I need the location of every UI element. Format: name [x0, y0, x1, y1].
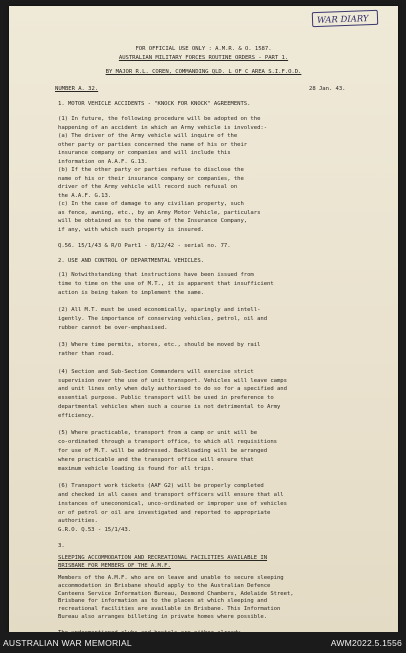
text-line: essential purpose. Public transport will be used in preference to	[58, 395, 274, 402]
text-line: and unit lines only when duly authorised to do so for a specified and	[58, 386, 287, 393]
text-line: where practicable and the transport office will ensure that	[58, 456, 254, 463]
text-line: accommodation in Brisbane should apply to the Australian Defence	[58, 582, 271, 589]
text-line: action is being taken to implement the same.	[58, 289, 204, 296]
text-line: Bureau also arranges billeting in private homes where possible.	[58, 614, 268, 620]
text-line: co-ordinated through a transport office, to which all requisitions	[58, 439, 277, 446]
text-line: recreational facilities are available in Brisbane. This Information	[58, 606, 281, 613]
text-line: if any, with which such property is insured.	[58, 226, 204, 233]
text-line: Brisbane for information as to the places at which sleeping and	[58, 598, 268, 605]
text-line: supervision over the use of unit transport. Vehicles will leave camps	[58, 377, 287, 384]
text-line: (b) If the other party or parties refuse to disclose the	[58, 167, 244, 173]
text-line: other party or parties concerned the name of his or their	[58, 141, 248, 148]
text-line: driver of the Army vehicle will record such refusal on	[58, 184, 238, 190]
text-line: SLEEPING ACCOMMODATION AND RECREATIONAL FACILITIES AVAILABLE IN	[58, 555, 268, 561]
text-line: authorities.	[58, 518, 98, 525]
text-line: departmental vehicles when such a course is not detrimental to Army	[58, 404, 281, 410]
item-3-number: 3.	[58, 543, 65, 549]
document-page	[9, 6, 398, 632]
text-line: or of petrol or oil are investigated and reported to appropriate	[58, 509, 271, 516]
item-2-heading: 2. USE AND CONTROL OF DEPARTMENTAL VEHICLES.	[58, 258, 204, 264]
text-line: Canteens Service Information Bureau, Desmond Chambers, Adelaide Street,	[58, 590, 294, 597]
text-line: BRISBANE FOR MEMBERS OF THE A.M.F.	[58, 563, 171, 569]
text-line: (4) Section and Sub-Section Commanders will exercise strict	[58, 368, 254, 375]
classification-line: FOR OFFICIAL USE ONLY : A.M.R. & O. 1587.	[135, 46, 272, 52]
text-line: (6) Transport work tickets (AAF G2) will be properly completed	[58, 483, 264, 490]
text-line: Members of the A.M.F. who are on leave and unable to secure sleeping	[58, 575, 284, 581]
text-line: for use of M.T. will be addressed. Backloading will be arranged	[58, 448, 268, 454]
order-date: 28 Jan. 43.	[309, 86, 346, 92]
text-line: rather than road.	[58, 351, 115, 358]
text-line: as fence, awning, etc., by an Army Motor Vehicle, particulars	[58, 209, 261, 216]
footer-bar	[0, 632, 406, 653]
text-line: insurance company or companies and will include this	[58, 150, 231, 156]
text-line: instances of uneconomical, unco-ordinated or improper use of vehicles	[58, 500, 287, 507]
text-line: (a) The driver of the Army vehicle will inquire of the	[58, 133, 238, 139]
war-diary-annotation: WAR DIARY	[316, 14, 369, 26]
item-1-heading: 1. MOTOR VEHICLE ACCIDENTS - "KNOCK FOR KNOCK" AGREEMENTS.	[58, 101, 251, 107]
text-line: (3) Where time permits, stores, etc., should be moved by rail	[58, 342, 261, 349]
text-line: rubber cannot be over-emphasised.	[58, 324, 168, 331]
text-line: igently. The importance of conserving vehicles, petrol, oil and	[58, 316, 268, 322]
text-line: information on A.A.F. G.13.	[58, 158, 148, 165]
text-line: (1) In future, the following procedure will be adopted on the	[58, 116, 261, 122]
issuer-line: BY MAJOR R.L. COREN, COMMANDING QLD. L OF C AREA S.I.F.O.D.	[105, 69, 302, 75]
text-line: and checked in all cases and transport officers will ensure that all	[58, 492, 284, 498]
text-line: (5) Where practicable, transport from a camp or unit will be	[58, 430, 258, 437]
text-line: will be obtained as to the name of the Insurance Company,	[58, 218, 248, 224]
item-2-reference: G.R.O. Q.53 - 15/1/43.	[58, 527, 131, 533]
text-line: maximum vehicle loading is found for all trips.	[58, 465, 214, 472]
text-line: (2) All M.T. must be used economically, sparingly and intell-	[58, 307, 261, 314]
footer-accession-number: AWM2022.5.1556	[330, 638, 402, 648]
text-line: (1) Notwithstanding that instructions have been issued from	[58, 272, 254, 278]
text-line: happening of an accident in which an Army vehicle is involved:-	[58, 124, 268, 131]
item-1-reference: Q.56. 15/1/43 & R/O Part1 - 8/12/42 - serial no. 77.	[58, 243, 231, 249]
text-line: efficiency.	[58, 412, 95, 419]
text-line: name of his or their insurance company or companies, the	[58, 175, 244, 182]
text-line: time to time on the use of M.T., it is apparent that insufficient	[58, 280, 274, 287]
text-line: (c) In the case of damage to any civilian property, such	[58, 201, 244, 207]
document-title: AUSTRALIAN MILITARY FORCES ROUTINE ORDERS - PART 1.	[118, 55, 289, 61]
text-line: the A.A.F. G.13.	[58, 192, 112, 199]
order-number: NUMBER A. 32.	[55, 86, 99, 92]
footer-source: AUSTRALIAN WAR MEMORIAL	[3, 638, 132, 648]
